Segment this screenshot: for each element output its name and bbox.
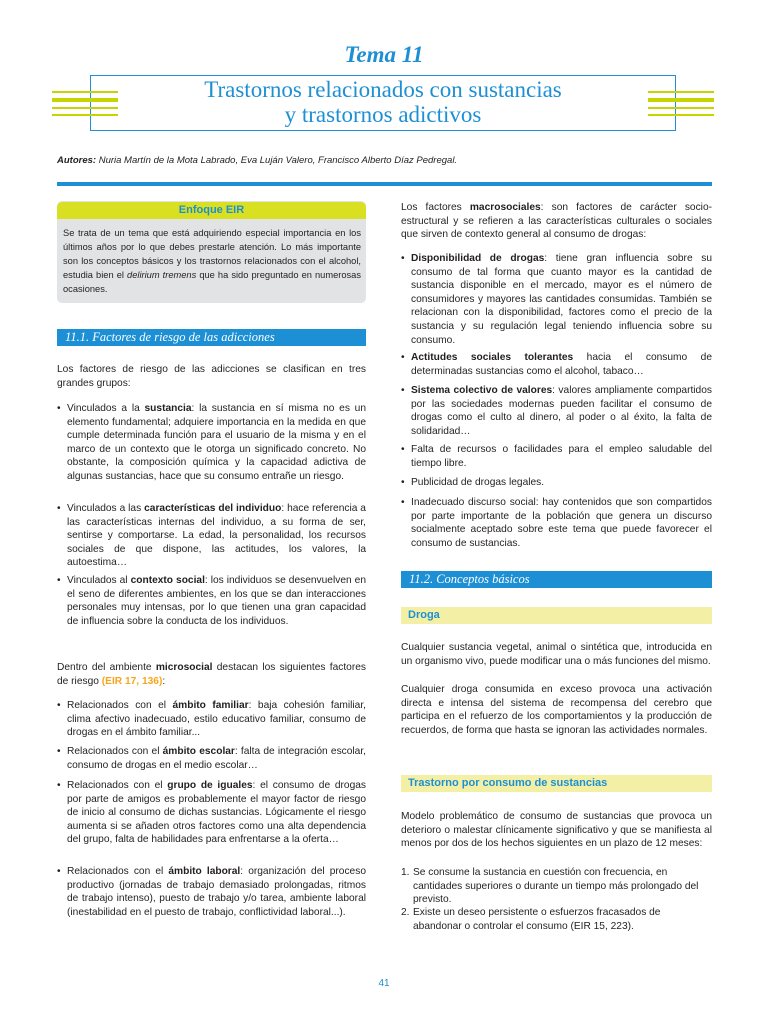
authors-line: [57, 155, 457, 166]
section-11-1-header: 11.1. Factores de riesgo de las adicciones: [57, 329, 366, 346]
enfoque-text-a: Se trata de un tema que está adquiriendo especial importancia en los últimos años por lo que debes prestarle atención. Lo más importante son los conceptos básicos y los trastornos relacionados con el alcohol, estudia bien el: [63, 228, 361, 280]
trastorno-paragraph: Modelo problemático de consumo de sustancias que provoca un deterioro o malestar clínicamente significativo y que se manifiesta al menos por dos de los hechos siguientes en un plazo de 12 meses:: [401, 811, 712, 850]
authors-names: Nuria Martín de la Mota Labrado, Eva Luján Valero, Francisco Alberto Díaz Pedregal.: [96, 155, 458, 166]
decorative-lines-left: [52, 91, 118, 121]
macrosocial-item: • Publicidad de drogas legales.: [401, 476, 712, 490]
macrosocial-intro: Los factores macrosociales: son factores de carácter socio-estructural y se refieren a las características culturales o sociales que sirven de contexto general al consumo de drogas:: [401, 202, 712, 241]
risk-item: • Vinculados a las características del individuo: hace referencia a las características internas del individuo, a su forma de ser, sentirse y comportarse. La edad, la personalidad, los recursos sociales de que dispone, las actitudes, los valores, la autoestima…: [57, 502, 366, 570]
microsocial-item: • Relacionados con el ámbito escolar: falta de integración escolar, consumo de drogas en el medio escolar…: [57, 745, 366, 772]
macrosocial-item: • Disponibilidad de drogas: tiene gran influencia sobre su consumo de tal forma que cuanto mayor es la cantidad de sustancia disponible en el mercado, mayor es el número de consumidores y mayores las cantidades consumidas. También se relacionan con la disponibilidad, factores como el precio de la sustancia y su regulación legal teniendo influencia sobre su consumo.: [401, 252, 712, 347]
microsocial-item: • Relacionados con el ámbito laboral: organización del proceso productivo (jornadas de trabajo demasiado prolongadas, ritmos de trabajo intenso), puesto de trabajo y/o tarea, ambiente laboral (inestabilidad en el puesto de trabajo, conflictividad laboral...).: [57, 865, 366, 919]
section-11-2-header: 11.2. Conceptos básicos: [401, 571, 712, 588]
enfoque-text-emphasis: delirium tremens: [127, 270, 197, 280]
macrosocial-item: • Inadecuado discurso social: hay contenidos que son compartidos por parte importante de la población que genera un discurso socialmente aceptado sobre este tema que puede favorecer el consumo de sustancias.: [401, 496, 712, 550]
enfoque-text: [63, 226, 361, 296]
microsocial-intro: Dentro del ambiente microsocial destacan los siguientes factores de riesgo (EIR 17, 136):: [57, 662, 366, 687]
chapter-title-line-2: y trastornos adictivos: [284, 102, 482, 127]
chapter-title-line-1: Trastornos relacionados con sustancias: [204, 77, 562, 102]
enfoque-title: Enfoque EIR: [57, 202, 366, 219]
droga-subheader: Droga: [401, 607, 712, 624]
chapter-title: [90, 77, 676, 127]
tema-heading: Tema 11: [344, 42, 424, 67]
numbered-item: 2. Existe un deseo persistente o esfuerzos fracasados de abandonar o controlar el consumo (EIR 15, 223).: [401, 907, 661, 932]
macrosocial-item: • Sistema colectivo de valores: valores ampliamente compartidos por las sociedades modernas pueden facilitar el consumo de drogas como el culto al dinero, al poder o al éxito, la falta de solidaridad…: [401, 384, 712, 438]
microsocial-item: • Relacionados con el ámbito familiar: baja cohesión familiar, clima afectivo inadecuado, estilo educativo familiar, consumo de drogas en el ámbito familiar...: [57, 699, 366, 740]
risk-item: • Vinculados a la sustancia: la sustancia en sí misma no es un elemento fundamental; adquiere importancia en la medida en que cumple determinada función para el usuario de la misma y en el marco de un contexto que le otorga un significado concreto. No obstante, la composición química y la capacidad adictiva de algunas sustancias, hace que su consumo entrañe un riesgo.: [57, 402, 366, 484]
authors-label: Autores:: [57, 155, 97, 166]
header-rule: [57, 182, 712, 186]
risk-item: • Vinculados al contexto social: los individuos se desenvuelven en el seno de diferentes ambientes, en los que se dan interacciones personales muy intensas, por lo que tienen una gran capacidad de influencia sobre la conducta de los individuos.: [57, 574, 366, 628]
citation: (EIR 17, 136): [101, 675, 163, 687]
macrosocial-item: • Falta de recursos o facilidades para el empleo saludable del tiempo libre.: [401, 443, 712, 470]
page-number: 41: [378, 978, 390, 989]
numbered-item: 1. Se consume la sustancia en cuestión con frecuencia, en cantidades superiores o durante un tiempo más prolongado del previsto.: [401, 867, 699, 906]
droga-paragraph-2: Cualquier droga consumida en exceso provoca una activación directa e intensa del sistema de recompensa del cerebro que participa en el refuerzo de los comportamientos y la producción de recuerdos, de forma que hasta se ignoran las actividades normales.: [401, 684, 712, 736]
decorative-lines-right: [648, 91, 714, 121]
section-11-1-intro: Los factores de riesgo de las adicciones se clasifican en tres grandes grupos:: [57, 364, 366, 389]
droga-paragraph-1: Cualquier sustancia vegetal, animal o sintética que, introducida en un organismo vivo, puede modificar una o más funciones del mismo.: [401, 642, 712, 667]
enfoque-text-b: que ha sido preguntado en numerosas ocasiones.: [63, 270, 362, 294]
microsocial-item: • Relacionados con el grupo de iguales: el consumo de drogas por parte de amigos es probablemente el mayor factor de riesgo de inicio al consumo de dichas sustancias. Lógicamente el riesgo aumenta si se añaden otros factores como una alta dependencia del grupo, falta de habilidades para enfrentarse a la oferta…: [57, 779, 366, 847]
macrosocial-item: • Actitudes sociales tolerantes hacia el consumo de determinadas sustancias como el alcohol, tabaco…: [401, 351, 712, 378]
trastorno-subheader: Trastorno por consumo de sustancias: [401, 775, 712, 792]
